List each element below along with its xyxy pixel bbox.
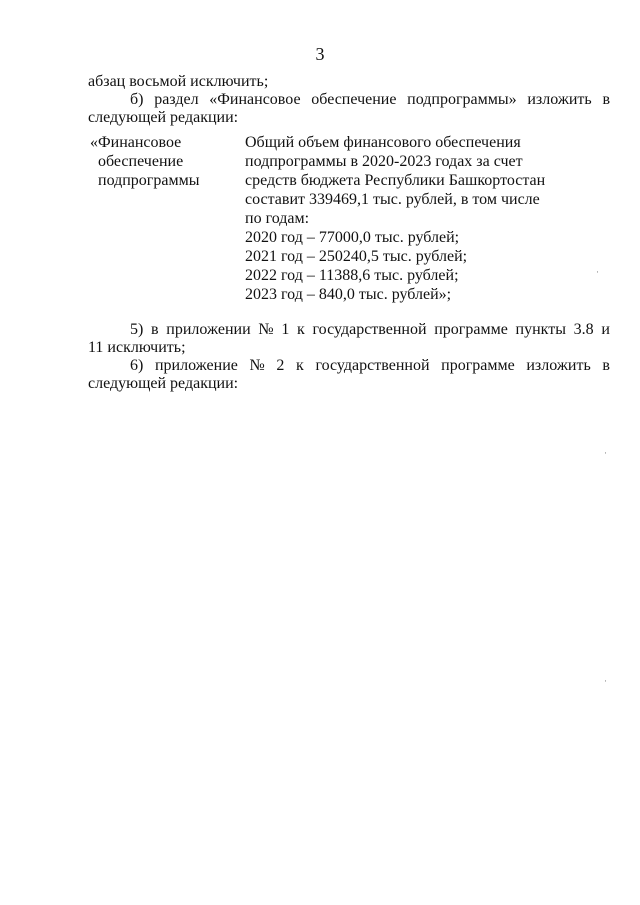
word: 6) (130, 357, 144, 374)
word: программе (434, 321, 508, 338)
word: в (602, 357, 610, 374)
table-right-line: 2021 год – 250240,5 тыс. рублей; (245, 248, 468, 265)
word: государственной (315, 357, 430, 374)
word: 5) (130, 321, 144, 338)
text-line-item-b (130, 91, 610, 109)
word: пункты (515, 321, 566, 338)
word: в (151, 321, 159, 338)
table-right-line: Общий объем финансового обеспечения (245, 134, 521, 151)
word: в (602, 91, 610, 108)
word: приложение (154, 357, 238, 374)
table-right-cell (245, 133, 545, 304)
text-line-3: следующей редакции: (88, 109, 239, 126)
word: раздел (154, 91, 199, 108)
word: изложить (526, 357, 591, 374)
word: изложить (527, 91, 592, 108)
scan-speck: · (596, 267, 599, 277)
table-right-line: по годам: (245, 210, 310, 227)
scan-speck: · (604, 448, 607, 458)
word: подпрограммы» (407, 91, 517, 108)
text-line-1: абзац восьмой исключить; (88, 73, 269, 90)
word: 1 (281, 321, 290, 338)
table-right-line: 2023 год – 840,0 тыс. рублей»; (245, 286, 452, 303)
text-line-item-6-cont: следующей редакции: (88, 375, 239, 392)
word: «Финансовое (209, 91, 301, 108)
word: № (249, 357, 265, 374)
word: государственной (312, 321, 427, 338)
table-left-line: обеспечение (98, 153, 184, 170)
text-line-item-5 (130, 321, 610, 339)
word: и (601, 321, 610, 338)
text-line-item-6 (130, 357, 610, 375)
word: б) (130, 91, 144, 108)
table-right-line: 2022 год – 11388,6 тыс. рублей; (245, 267, 459, 284)
word: обеспечение (311, 91, 397, 108)
word: к (296, 357, 304, 374)
table-left-line: подпрограммы (98, 172, 200, 189)
table-right-line: составит 339469,1 тыс. рублей, в том числе (245, 191, 540, 208)
word: 2 (276, 357, 285, 374)
word: 3.8 (573, 321, 594, 338)
table-right-line: подпрограммы в 2020-2023 годах за счет (245, 153, 523, 170)
text-line-item-5-cont: 11 исключить; (88, 339, 186, 356)
scan-speck: · (604, 676, 607, 686)
table-left-line: «Финансовое (90, 134, 182, 151)
word: № (258, 321, 274, 338)
word: программе (441, 357, 515, 374)
table-right-line: средств бюджета Республики Башкортостан (245, 172, 546, 189)
word: к (297, 321, 305, 338)
page-number: 3 (315, 44, 325, 64)
table-left-cell (90, 133, 199, 190)
word: приложении (166, 321, 251, 338)
table-right-line: 2020 год – 77000,0 тыс. рублей; (245, 229, 460, 246)
